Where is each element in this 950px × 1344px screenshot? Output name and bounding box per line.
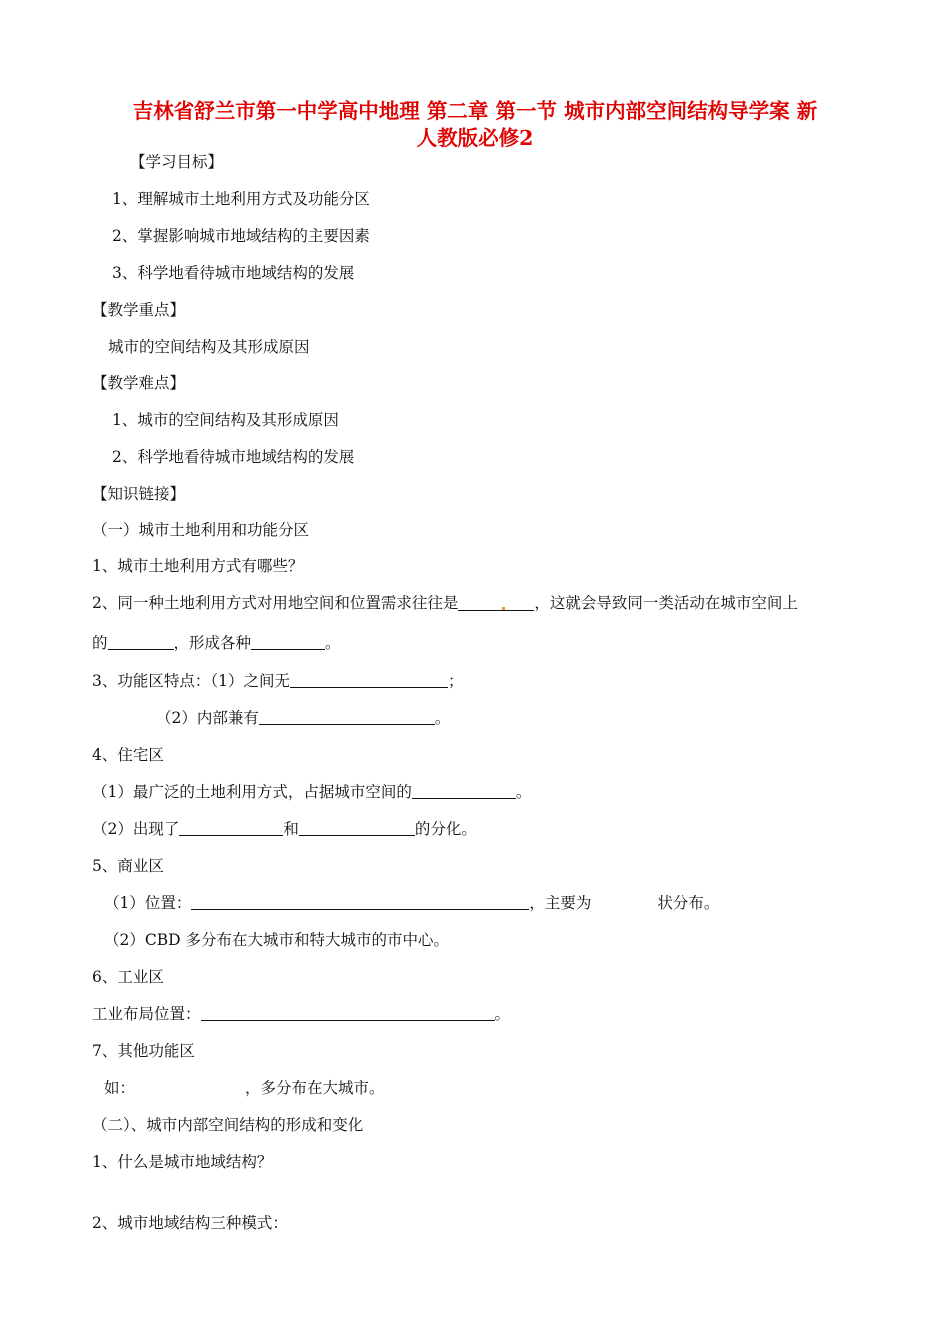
answer-blank[interactable] — [179, 820, 283, 836]
difficulties-heading: 【教学难点】 — [92, 374, 186, 392]
question-5: 5、商业区 — [92, 857, 164, 875]
question-6: 6、工业区 — [92, 968, 164, 986]
key-points-heading: 【教学重点】 — [92, 301, 186, 319]
question-6-text-b: 。 — [494, 1005, 511, 1023]
objective-item-3: 3、科学地看待城市地域结构的发展 — [112, 264, 355, 282]
objectives-heading: 【学习目标】 — [130, 153, 224, 171]
key-points-text: 城市的空间结构及其形成原因 — [108, 338, 310, 356]
part2-question-1: 1、什么是城市地域结构？ — [92, 1153, 273, 1171]
answer-blank[interactable] — [412, 783, 516, 799]
question-5-1-text-a: （1）位置： — [104, 894, 192, 912]
question-5-1-text-b: ，主要为 — [529, 894, 592, 912]
question-2-line-1 — [92, 593, 798, 613]
question-2-text-b: ，这就会导致同一类活动在城市空间上 — [534, 594, 798, 612]
question-3-text-b: ； — [447, 672, 464, 690]
answer-blank[interactable] — [299, 820, 415, 836]
question-5-sub-2: （2）CBD 多分布在大城市和特大城市的市中心。 — [104, 931, 449, 949]
answer-blank[interactable] — [201, 1005, 495, 1021]
question-4-2-text-a: （2）出现了 — [92, 820, 180, 838]
objective-item-1: 1、理解城市土地利用方式及功能分区 — [112, 190, 370, 208]
answer-blank[interactable] — [290, 672, 448, 688]
question-3-text-d: 。 — [434, 709, 451, 727]
question-5-1-text-c: 状分布。 — [657, 894, 720, 912]
question-2-text-e: 。 — [325, 634, 341, 652]
objective-item-2: 2、掌握影响城市地域结构的主要因素 — [112, 227, 370, 245]
question-4-1-text-b: 。 — [515, 783, 532, 801]
question-6-text-a: 工业布局位置： — [92, 1005, 201, 1023]
title-line-2: 人教版必修2 — [416, 126, 534, 150]
question-3-text-c: （2）内部兼有 — [156, 709, 259, 727]
answer-blank[interactable] — [458, 595, 534, 611]
answer-blank[interactable] — [251, 634, 325, 650]
question-2-text-a: 2、同一种土地利用方式对用地空间和位置需求往往是 — [92, 594, 459, 612]
difficulty-item-2: 2、科学地看待城市地域结构的发展 — [112, 448, 355, 466]
question-4-2-text-b: 和 — [283, 820, 299, 838]
question-2-text-c: 的 — [92, 634, 108, 652]
question-3-line-1 — [92, 671, 464, 691]
question-7-text-a: 如： — [104, 1079, 136, 1097]
answer-blank[interactable] — [259, 709, 435, 725]
question-7-sub — [104, 1078, 385, 1098]
question-2-text-d: ，形成各种 — [173, 634, 252, 652]
question-4-2-text-c: 的分化。 — [414, 820, 477, 838]
answer-blank[interactable] — [108, 634, 174, 650]
question-7-text-b: ，多分布在大城市。 — [245, 1079, 385, 1097]
question-5-sub-1 — [104, 893, 719, 913]
answer-blank[interactable] — [191, 894, 529, 910]
question-4-1-text-a: （1）最广泛的土地利用方式，占据城市空间的 — [92, 783, 412, 801]
part2-heading: （二）、城市内部空间结构的形成和变化 — [92, 1116, 364, 1134]
question-4-sub-1 — [92, 782, 531, 802]
knowledge-heading: 【知识链接】 — [92, 485, 186, 503]
question-3-line-2 — [156, 708, 450, 728]
question-4-sub-2 — [92, 819, 477, 839]
question-3-text-a: 3、功能区特点：（1）之间无 — [92, 672, 290, 690]
part1-heading: （一）城市土地利用和功能分区 — [92, 521, 310, 539]
question-1: 1、城市土地利用方式有哪些？ — [92, 557, 304, 575]
title-line-1: 吉林省舒兰市第一中学高中地理 第二章 第一节 城市内部空间结构导学案 新 — [132, 99, 818, 123]
difficulty-item-1: 1、城市的空间结构及其形成原因 — [112, 411, 339, 429]
document-title — [60, 98, 890, 152]
mark-dot — [502, 607, 505, 610]
part2-question-2: 2、城市地域结构三种模式： — [92, 1214, 288, 1232]
question-2-line-2 — [92, 633, 341, 653]
question-4: 4、住宅区 — [92, 746, 164, 764]
question-6-sub — [92, 1004, 510, 1024]
question-7: 7、其他功能区 — [92, 1042, 195, 1060]
